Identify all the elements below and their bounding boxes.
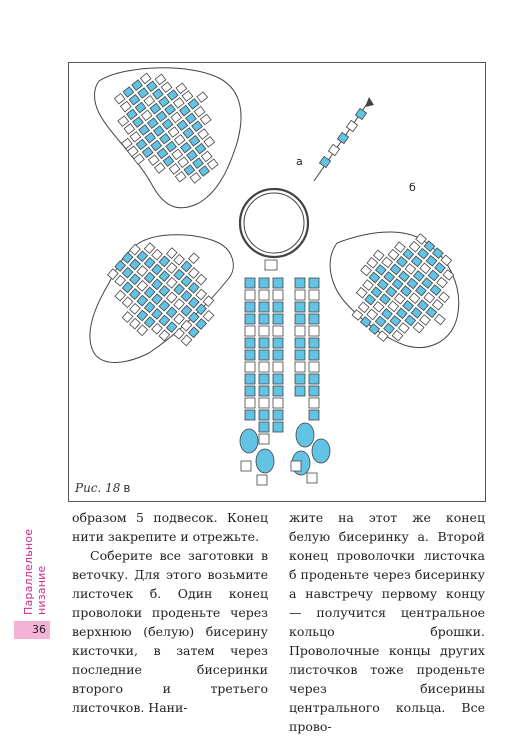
bead — [245, 362, 255, 372]
bead — [309, 350, 319, 360]
drop-bead — [296, 423, 314, 447]
beadwork-diagram — [69, 63, 485, 501]
bead — [309, 278, 319, 288]
bead — [259, 278, 269, 288]
bead — [295, 374, 305, 384]
bead — [295, 386, 305, 396]
drop-bead — [256, 449, 274, 473]
figure-caption-variant: в — [123, 481, 131, 495]
label-b: б — [409, 181, 416, 194]
bead — [259, 374, 269, 384]
bead — [295, 290, 305, 300]
bead — [307, 473, 317, 483]
central-ring-inner — [244, 193, 304, 253]
bead — [273, 302, 283, 312]
bead — [259, 290, 269, 300]
bead — [309, 290, 319, 300]
bead — [295, 362, 305, 372]
bead — [259, 398, 269, 408]
section-side-label: Параллельное низание — [22, 528, 48, 615]
bead — [273, 350, 283, 360]
bead — [273, 290, 283, 300]
bead — [273, 398, 283, 408]
bead — [295, 350, 305, 360]
bead — [259, 362, 269, 372]
bead — [245, 338, 255, 348]
bead — [291, 461, 301, 471]
bead — [273, 422, 283, 432]
figure-illustration — [68, 62, 486, 502]
bead — [309, 302, 319, 312]
bead — [337, 132, 348, 143]
bead — [245, 278, 255, 288]
bead — [273, 338, 283, 348]
bead — [309, 410, 319, 420]
text-column-right — [289, 508, 485, 736]
bead — [309, 398, 319, 408]
bead — [245, 314, 255, 324]
drop-bead — [312, 439, 330, 463]
bead — [319, 156, 330, 167]
bead — [241, 461, 251, 471]
page-number: 36 — [14, 621, 50, 639]
bead — [295, 326, 305, 336]
bead — [309, 314, 319, 324]
bead — [259, 350, 269, 360]
bead — [245, 350, 255, 360]
bead — [309, 326, 319, 336]
bead — [245, 302, 255, 312]
bead — [196, 319, 207, 330]
arrow-head-icon — [365, 97, 374, 107]
bead — [245, 410, 255, 420]
drop-bead — [240, 429, 258, 453]
bead — [273, 314, 283, 324]
bead — [273, 362, 283, 372]
bead — [257, 475, 267, 485]
bead — [273, 410, 283, 420]
bead — [203, 311, 214, 322]
paragraph: жите на этот же конец белую бисеринку а. Второй конец проволочки листочка б проденьте через бисеринку а навстречу первому концу — получится центральное кольцо брошки. Проволочные концы других листочков тоже проденьте через бисерины центрального кольца. Все прово- — [289, 510, 485, 734]
paragraph: Соберите все заготовки в веточку. Для этого возьмите листочек б. Один конец проволоки проденьте через верхнюю (белую) бисерину кисточки, в затем через последние бисеринки второго и третьего листочков. Нани- — [72, 548, 268, 715]
bead — [259, 422, 269, 432]
bead — [273, 386, 283, 396]
bead — [259, 338, 269, 348]
bead — [259, 386, 269, 396]
bead — [273, 374, 283, 384]
bead — [273, 326, 283, 336]
bead — [245, 326, 255, 336]
bead — [245, 290, 255, 300]
bead — [259, 302, 269, 312]
bead — [259, 434, 269, 444]
bead — [295, 302, 305, 312]
bead — [181, 335, 192, 346]
bead — [295, 338, 305, 348]
label-a: а — [296, 155, 303, 168]
figure-caption-prefix: Рис. 18 — [75, 481, 121, 495]
bead — [309, 362, 319, 372]
bead — [259, 314, 269, 324]
figure-caption — [75, 481, 131, 495]
bead — [189, 327, 200, 338]
bead — [245, 386, 255, 396]
bead — [245, 374, 255, 384]
bead — [265, 260, 277, 270]
bead — [295, 278, 305, 288]
bead — [259, 326, 269, 336]
bead — [295, 314, 305, 324]
bead — [309, 338, 319, 348]
bead — [245, 398, 255, 408]
bead — [309, 374, 319, 384]
bead — [309, 386, 319, 396]
central-ring — [240, 189, 308, 257]
bead — [259, 410, 269, 420]
paragraph: образом 5 подвесок. Конец нити закрепите и отрежьте. — [72, 510, 268, 544]
bead — [346, 120, 357, 131]
text-column-left — [72, 508, 268, 717]
bead — [273, 278, 283, 288]
